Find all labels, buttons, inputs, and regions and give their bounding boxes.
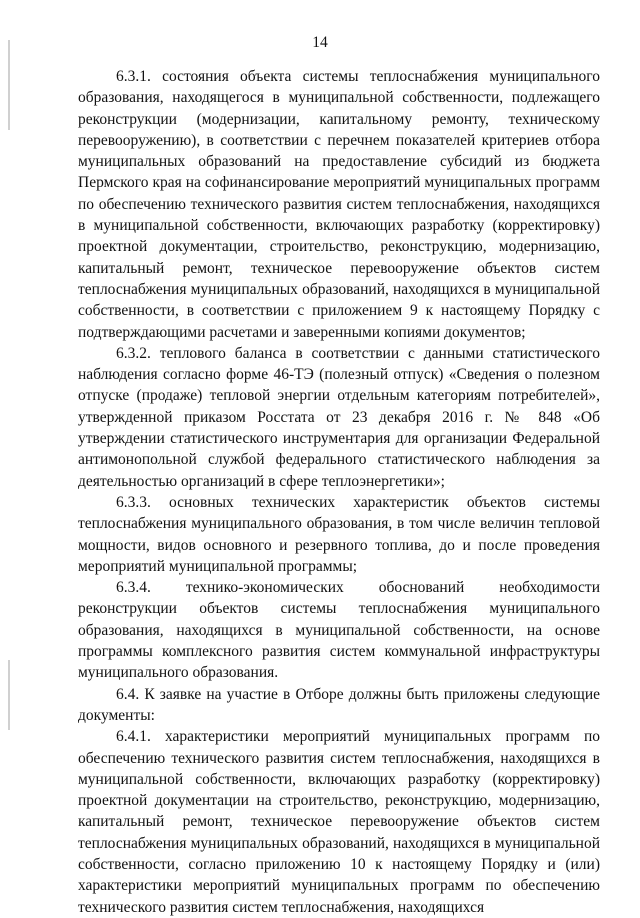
paragraph-6-4-1: 6.4.1. характеристики мероприятий муниципальных программ по обеспечению технического развития систем теплоснабжения, находящихся в муниципальной собственности, включающих разработку (корректировку) проектной документации на строительство, реконструкцию, модернизацию, капитальный ремонт, техническое перевооружение объектов систем теплоснабжения муниципальных образований, находящихся в муниципальной собственности, согласно приложению 10 к настоящему Порядку и (или) характеристики мероприятий муниципальных программ по обеспечению технического развития систем теплоснабжения, находящихся [78, 728, 600, 916]
scan-edge-mark [8, 660, 10, 730]
page-number: 14 [312, 34, 328, 51]
paragraph-6-3-3: 6.3.3. основных технических характеристик объектов системы теплоснабжения муниципального образования, в том числе величин тепловой мощности, видов основного и резервного топлива, до и после проведения мероприятий муниципальной программы; [78, 493, 600, 575]
scan-edge-mark [8, 40, 10, 130]
paragraph-6-3-2: 6.3.2. теплового баланса в соответствии с данными статистического наблюдения согласно форме 46-ТЭ (полезный отпуск) «Сведения о полезном отпуске (продаже) тепловой энергии отдельным категориям потребителей», утвержденной приказом Росстата от 23 декабря 2016 г. № 848 «Об утверждении статистического инструментария для организации Федеральной антимонопольной службой федерального статистического наблюдения за деятельностью организаций в сфере теплоэнергетики»; [78, 344, 600, 490]
paragraph-6-3-1: 6.3.1. состояния объекта системы теплоснабжения муниципального образования, находящегося в муниципальной собственности, подлежащего реконструкции (модернизации, капитальному ремонту, техническому перевооружению), в соответствии с перечнем показателей критериев отбора муниципальных образований на предоставление субсидий из бюджета Пермского края на софинансирование мероприятий муниципальных программ по обеспечению технического развития систем теплоснабжения, находящихся в муниципальной собственности, включающих разработку (корректировку) проектной документации, строительство, реконструкцию, модернизацию, капитальный ремонт, техническое перевооружение объектов систем теплоснабжения муниципальных образований, находящихся в муниципальной собственности, в соответствии с приложением 9 к настоящему Порядку с подтверждающими расчетами и заверенными копиями документов; [78, 68, 600, 341]
document-body [78, 66, 600, 918]
paragraph-6-4: 6.4. К заявке на участие в Отборе должны быть приложены следующие документы: [78, 685, 600, 724]
paragraph-6-3-4: 6.3.4. технико-экономических обоснований необходимости реконструкции объектов системы теплоснабжения муниципального образования, находящихся в муниципальной собственности, на основе программы комплексного развития систем коммунальной инфраструктуры муниципального образования. [78, 579, 600, 682]
